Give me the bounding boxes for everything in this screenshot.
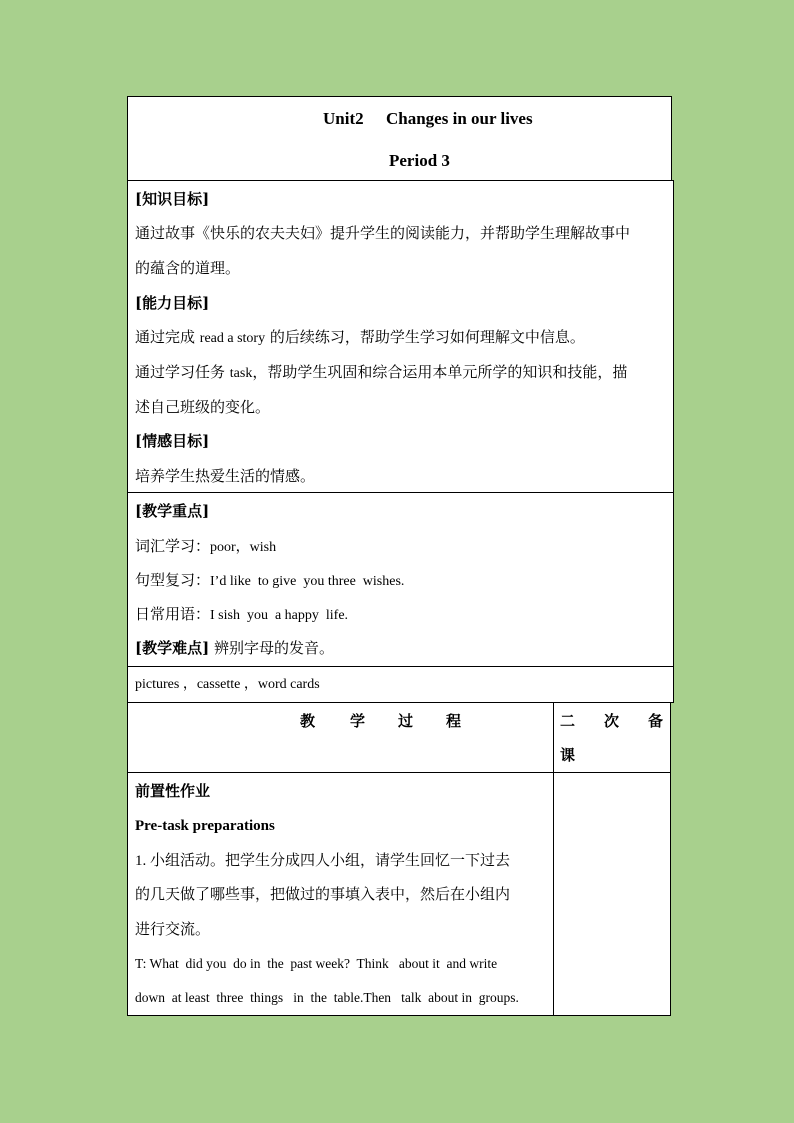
revision-header-char1: 二: [560, 712, 576, 730]
revision-header-char2: 次: [604, 712, 620, 730]
period-label: Period 3: [389, 151, 450, 170]
difficulty-value: 辨别字母的发音。: [209, 639, 334, 657]
teacher-line2: down at least three things in the table.Then talk about in groups.: [135, 990, 519, 1005]
ability-line2-part-c: ，帮助学生巩固和综合运用本单元所学的知识和技能，描: [252, 363, 628, 381]
ability-line1-part-a: 通过完成: [135, 328, 200, 346]
title-box: [127, 96, 672, 182]
knowledge-objectives-line2: 的蕴含的道理。: [135, 259, 241, 277]
lesson-plan-page: [127, 96, 674, 1016]
key-points-heading: [教学重点]: [135, 502, 210, 520]
materials-box: [127, 666, 674, 703]
ability-objectives-line3: 述自己班级的变化。: [135, 398, 271, 416]
ability-objectives-line2: [135, 362, 627, 384]
revision-header-char3: 备: [648, 712, 664, 730]
daily-line: [135, 604, 348, 626]
key-points-box: [127, 492, 674, 667]
unit-label: Unit2: [323, 109, 364, 128]
objectives-box: [127, 180, 674, 493]
vocab-label: 词汇学习：: [135, 537, 211, 555]
ability-line1-part-c: 的后续练习，帮助学生学习如何理解文中信息。: [265, 328, 585, 346]
process-header-char2: 学: [350, 712, 366, 730]
step1-text: 小组活动。把学生分成四人小组，请学生回忆一下过去: [150, 851, 511, 869]
pretask-heading: Pre-task preparations: [135, 818, 275, 834]
emotion-objectives-line1: 培养学生热爱生活的情感。: [135, 467, 316, 485]
revision-header-char4: 课: [560, 746, 576, 764]
knowledge-objectives-line1: 通过故事《快乐的农夫夫妇》提升学生的阅读能力，并帮助学生理解故事中: [135, 224, 631, 242]
vocab-value: poor，wish: [210, 540, 277, 555]
process-header-char1: 教: [300, 712, 316, 730]
ability-objectives-heading: [能力目标]: [135, 294, 210, 312]
process-header-char3: 过: [398, 712, 414, 730]
step1-line2: 的几天做了哪些事，把做过的事填入表中，然后在小组内: [135, 885, 511, 903]
difficulty-line: [135, 638, 334, 658]
daily-value: I sish you a happy life.: [210, 608, 349, 623]
sentence-label: 句型复习：: [135, 571, 211, 589]
process-content-right: [553, 772, 671, 1016]
sentence-value: I’d like to give you three wishes.: [210, 574, 405, 589]
process-header-left: [127, 702, 554, 773]
daily-label: 日常用语：: [135, 605, 211, 623]
difficulty-heading: [教学难点]: [135, 639, 210, 657]
ability-objectives-line1: [135, 327, 585, 349]
ability-line1-part-b: read a story: [199, 331, 266, 346]
process-header-right: [553, 702, 671, 773]
step1-line1: [135, 850, 510, 871]
materials-text: pictures ，cassette ，word cards: [135, 677, 320, 692]
ability-line2-part-a: 通过学习任务: [135, 363, 230, 381]
teacher-line1: T: What did you do in the past week? Think about it and write: [135, 956, 498, 971]
ability-line2-part-b: task: [229, 366, 253, 381]
step1-number: 1.: [135, 853, 150, 869]
process-content-left: [127, 772, 554, 1016]
step1-line3: 进行交流。: [135, 920, 211, 938]
process-header-char4: 程: [446, 712, 462, 730]
unit-title: Changes in our lives: [386, 109, 533, 128]
knowledge-objectives-heading: [知识目标]: [135, 190, 210, 208]
emotion-objectives-heading: [情感目标]: [135, 432, 210, 450]
vocab-line: [135, 536, 276, 558]
sentence-line: [135, 570, 404, 592]
homework-heading: 前置性作业: [135, 782, 211, 800]
